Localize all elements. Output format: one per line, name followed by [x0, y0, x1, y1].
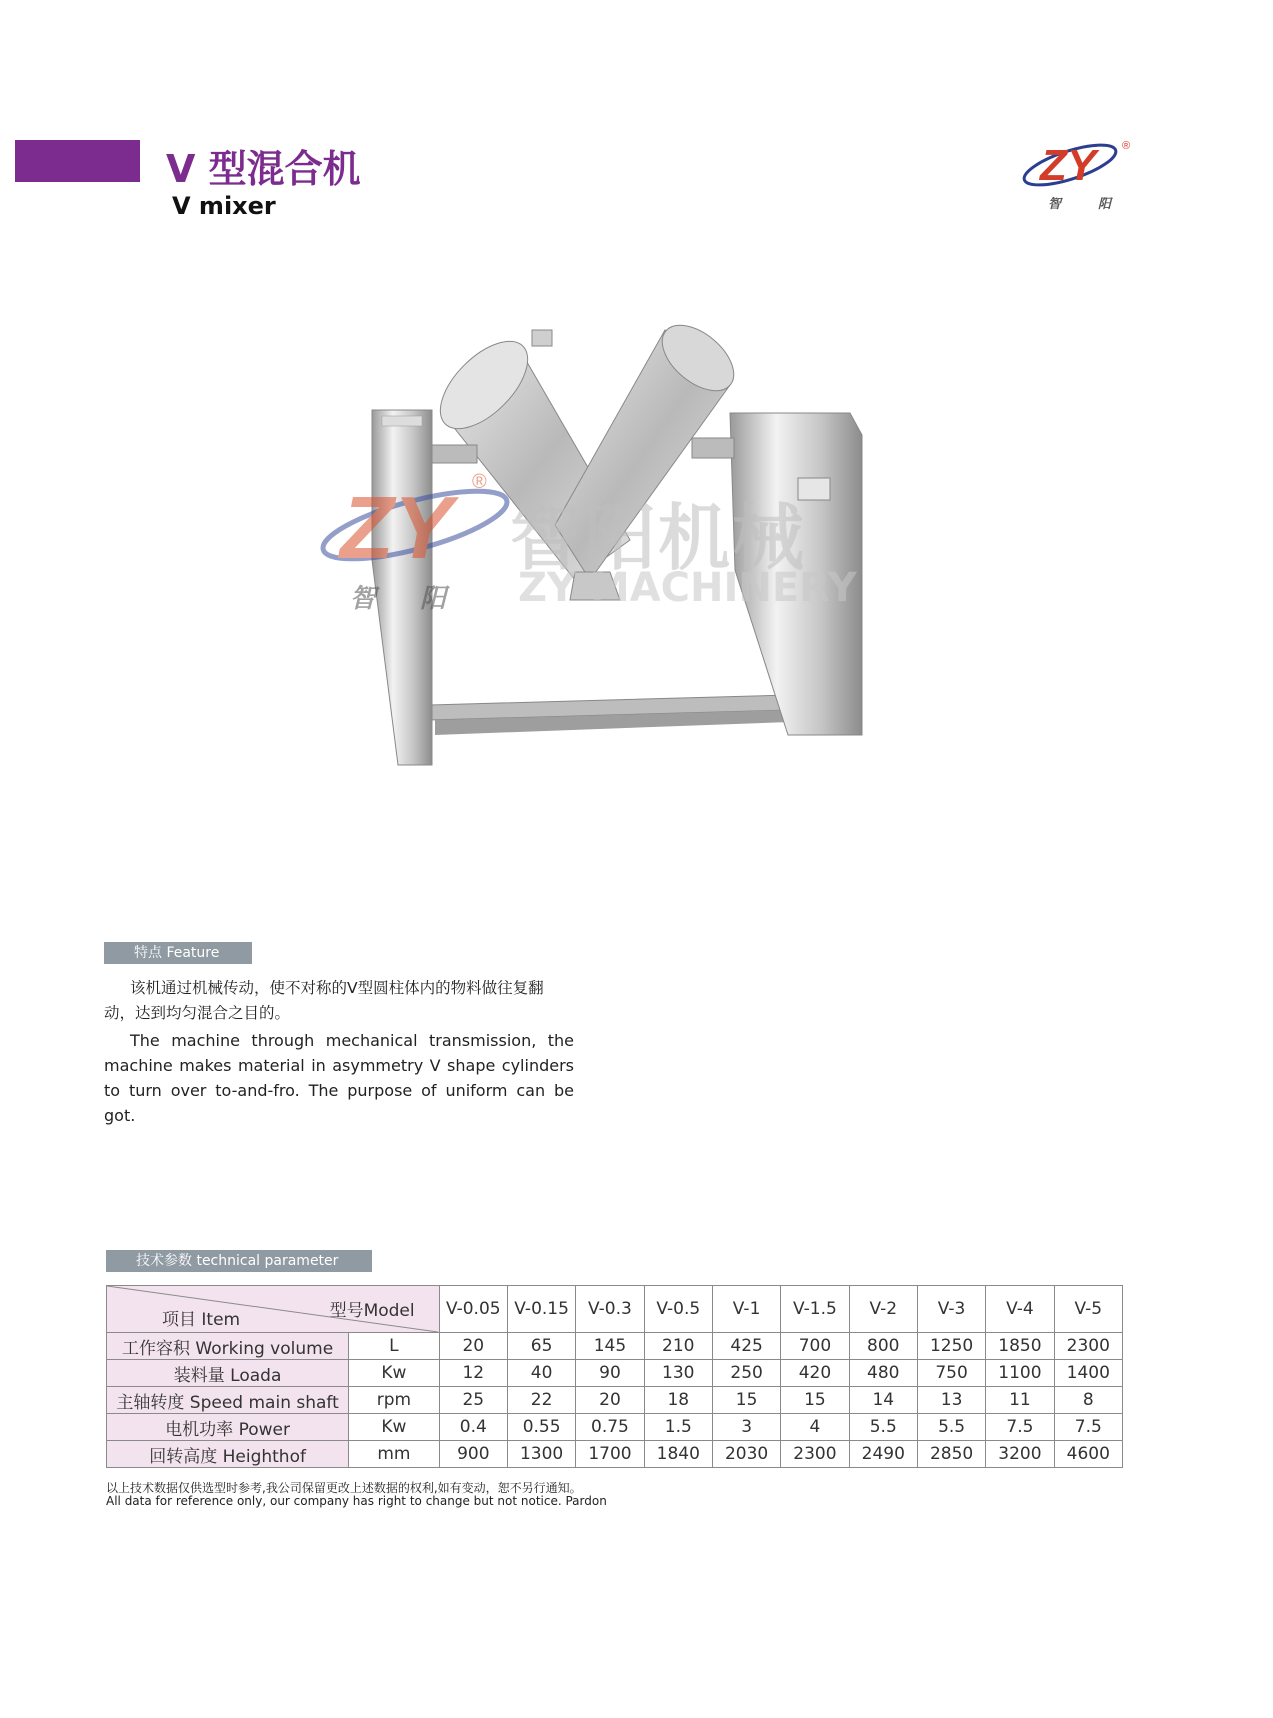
- model-header-cell: V-1: [712, 1286, 780, 1333]
- table-cell: 12: [439, 1360, 507, 1387]
- page-title: V 型混合机: [166, 147, 361, 191]
- header-item: 项目 Item: [162, 1310, 241, 1330]
- table-cell: 1.5: [644, 1414, 712, 1441]
- watermark-cn-large: 智阳机械: [510, 496, 807, 580]
- feature-section-label: 特点 Feature: [104, 942, 252, 964]
- table-header-row: [107, 1286, 1123, 1333]
- table-cell: 0.4: [439, 1414, 507, 1441]
- tech-section-label: 技术参数 technical parameter: [106, 1250, 372, 1272]
- row-unit: Kw: [349, 1360, 439, 1387]
- table-cell: 420: [781, 1360, 849, 1387]
- spec-table: [106, 1285, 1123, 1468]
- row-unit: Kw: [349, 1414, 439, 1441]
- table-row: [107, 1360, 1123, 1387]
- logo-cn-right: 阳: [1098, 197, 1112, 212]
- table-cell: 15: [781, 1387, 849, 1414]
- footnote-cn: 以上技术数据仅供选型时参考,我公司保留更改上述数据的权利,如有变动，恕不另行通知。: [106, 1481, 582, 1495]
- title-accent-bar: [15, 140, 140, 182]
- model-header-cell: V-2: [849, 1286, 917, 1333]
- table-cell: 25: [439, 1387, 507, 1414]
- table-cell: 20: [439, 1333, 507, 1360]
- table-cell: 1100: [986, 1360, 1054, 1387]
- table-cell: 11: [986, 1387, 1054, 1414]
- model-header-cell: V-3: [917, 1286, 985, 1333]
- table-cell: 3200: [986, 1441, 1054, 1468]
- footnote-en: All data for reference only, our company has right to change but not notice. Pardon: [106, 1494, 607, 1508]
- watermark-en: ZY MACHINERY: [518, 565, 857, 611]
- table-cell: 90: [576, 1360, 644, 1387]
- table-cell: 14: [849, 1387, 917, 1414]
- table-cell: 250: [712, 1360, 780, 1387]
- table-cell: 0.75: [576, 1414, 644, 1441]
- watermark-registered: ®: [472, 471, 487, 493]
- watermark-cn-small-left: 智: [350, 584, 377, 614]
- table-row: [107, 1414, 1123, 1441]
- feature-text-cn: 该机通过机械传动，使不对称的V型圆柱体内的物料做往复翻动，达到均匀混合之目的。: [104, 979, 544, 1022]
- table-cell: 65: [507, 1333, 575, 1360]
- footnote: [106, 1482, 607, 1508]
- registered-mark: ®: [1122, 140, 1131, 152]
- table-cell: 210: [644, 1333, 712, 1360]
- table-cell: 20: [576, 1387, 644, 1414]
- table-cell: 130: [644, 1360, 712, 1387]
- table-corner-cell: [107, 1286, 440, 1333]
- model-header-cell: V-5: [1054, 1286, 1122, 1333]
- feature-text-en: The machine through mechanical transmission, the machine makes material in asymmetry V shape cylinders to turn over to-and-fro. The purpose of uniform can be got.: [104, 1031, 574, 1125]
- table-cell: 1700: [576, 1441, 644, 1468]
- table-cell: 480: [849, 1360, 917, 1387]
- table-cell: 1840: [644, 1441, 712, 1468]
- table-cell: 13: [917, 1387, 985, 1414]
- row-label: 装料量 Loada: [107, 1360, 349, 1387]
- table-row: [107, 1387, 1123, 1414]
- table-cell: 2490: [849, 1441, 917, 1468]
- table-cell: 18: [644, 1387, 712, 1414]
- row-unit: rpm: [349, 1387, 439, 1414]
- table-cell: 15: [712, 1387, 780, 1414]
- header-model: 型号Model: [329, 1301, 415, 1321]
- table-cell: 2300: [781, 1441, 849, 1468]
- model-header-cell: V-0.3: [576, 1286, 644, 1333]
- table-cell: 1250: [917, 1333, 985, 1360]
- table-cell: 900: [439, 1441, 507, 1468]
- table-cell: 800: [849, 1333, 917, 1360]
- table-row: [107, 1333, 1123, 1360]
- row-label: 回转高度 Heighthof: [107, 1441, 349, 1468]
- watermark-letters: ZY: [340, 478, 453, 577]
- row-label: 电机功率 Power: [107, 1414, 349, 1441]
- table-cell: 7.5: [986, 1414, 1054, 1441]
- model-header-cell: V-0.5: [644, 1286, 712, 1333]
- table-cell: 5.5: [917, 1414, 985, 1441]
- table-cell: 750: [917, 1360, 985, 1387]
- table-cell: 1850: [986, 1333, 1054, 1360]
- watermark-cn-small-right: 阳: [420, 584, 447, 614]
- table-cell: 2030: [712, 1441, 780, 1468]
- watermark: [320, 470, 865, 620]
- model-header-cell: V-4: [986, 1286, 1054, 1333]
- logo-letters: ZY: [1040, 141, 1097, 190]
- table-cell: 2300: [1054, 1333, 1122, 1360]
- table-cell: 3: [712, 1414, 780, 1441]
- table-cell: 0.55: [507, 1414, 575, 1441]
- table-cell: 4: [781, 1414, 849, 1441]
- table-cell: 1300: [507, 1441, 575, 1468]
- table-cell: 5.5: [849, 1414, 917, 1441]
- row-label: 工作容积 Working volume: [107, 1333, 349, 1360]
- row-unit: L: [349, 1333, 439, 1360]
- table-cell: 700: [781, 1333, 849, 1360]
- table-cell: 40: [507, 1360, 575, 1387]
- logo-cn-left: 智: [1048, 197, 1062, 212]
- table-cell: 22: [507, 1387, 575, 1414]
- company-logo: [1020, 135, 1135, 215]
- table-cell: 1400: [1054, 1360, 1122, 1387]
- table-cell: 7.5: [1054, 1414, 1122, 1441]
- row-label: 主轴转度 Speed main shaft: [107, 1387, 349, 1414]
- model-header-cell: V-1.5: [781, 1286, 849, 1333]
- table-cell: 425: [712, 1333, 780, 1360]
- page-subtitle: V mixer: [172, 192, 276, 220]
- row-unit: mm: [349, 1441, 439, 1468]
- model-header-cell: V-0.05: [439, 1286, 507, 1333]
- table-cell: 4600: [1054, 1441, 1122, 1468]
- table-cell: 2850: [917, 1441, 985, 1468]
- table-row: [107, 1441, 1123, 1468]
- table-cell: 8: [1054, 1387, 1122, 1414]
- table-cell: 145: [576, 1333, 644, 1360]
- model-header-cell: V-0.15: [507, 1286, 575, 1333]
